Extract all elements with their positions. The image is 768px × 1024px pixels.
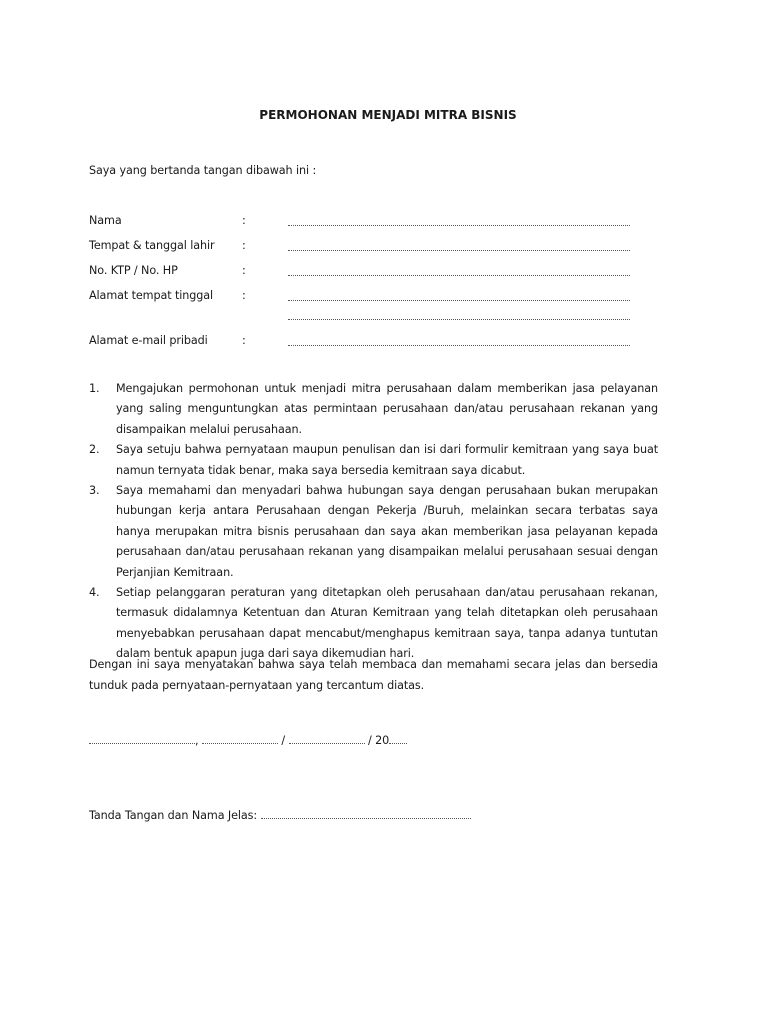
- alamat-tinggal-second-line[interactable]: [288, 319, 630, 320]
- field-label: Alamat e-mail pribadi: [89, 334, 208, 347]
- field-nama: [89, 214, 649, 230]
- clause-number: 1.: [89, 382, 100, 395]
- signature-label: Tanda Tangan dan Nama Jelas:: [89, 809, 258, 822]
- document-title: PERMOHONAN MENJADI MITRA BISNIS: [259, 108, 517, 122]
- clause-list: [89, 379, 658, 665]
- field-colon: :: [242, 289, 246, 302]
- field-label: Tempat & tanggal lahir: [89, 239, 215, 252]
- field-label: Alamat tempat tinggal: [89, 289, 214, 302]
- field-colon: :: [242, 334, 246, 347]
- place-date-line: [89, 733, 407, 749]
- date-separator: /: [281, 734, 286, 747]
- clause-item: [89, 583, 658, 665]
- alamat-tinggal-input-line[interactable]: [288, 300, 630, 301]
- field-colon: :: [242, 214, 246, 227]
- clause-item: [89, 440, 658, 481]
- clause-number: 4.: [89, 586, 100, 600]
- clause-text: Saya memahami dan menyadari bahwa hubungan saya dengan perusahaan bukan merupakan hubungan kerja antara Perusahaan dengan Pekerja /Buruh, melainkan secara terbatas saya hanya merupakan mitra bisnis perusahaan dan saya akan memberikan jasa pelayanan kepada perusahaan dan/atau perusahaan rekanan yang disampaikan melalui perusahaan sesuai dengan Perjanjian Kemitraan.: [116, 484, 658, 579]
- signature-line: [89, 808, 471, 822]
- field-label: No. KTP / No. HP: [89, 264, 178, 277]
- year-blank[interactable]: [389, 733, 407, 744]
- field-label: Nama: [89, 214, 122, 227]
- ktp-hp-input-line[interactable]: [288, 275, 630, 276]
- tempat-tanggal-lahir-input-line[interactable]: [288, 250, 630, 251]
- clause-text: Setiap pelanggaran peraturan yang ditetapkan oleh perusahaan dan/atau perusahaan rekanan, termasuk didalamnya Ketentuan dan Aturan Kemitraan yang telah ditetapkan oleh perusahaan menyebabkan perusahaan dapat mencabut/menghapus kemitraan saya, tanpa adanya tuntutan dalam bentuk apapun juga dari saya dikemudian hari.: [116, 586, 658, 661]
- field-colon: :: [242, 239, 246, 252]
- date-separator: ,: [195, 734, 199, 747]
- clause-item: [89, 481, 658, 583]
- clause-text: Mengajukan permohonan untuk menjadi mitra perusahaan dalam memberikan jasa pelayanan yang saling menguntungkan atas permintaan perusahaan dan/atau perusahaan rekanan yang disampaikan melalui perusahaan.: [116, 382, 658, 436]
- place-blank[interactable]: [89, 733, 195, 744]
- email-input-line[interactable]: [288, 345, 630, 346]
- signature-blank[interactable]: [261, 808, 471, 819]
- field-colon: :: [242, 264, 246, 277]
- year-prefix: 20: [375, 734, 390, 747]
- intro-text: Saya yang bertanda tangan dibawah ini :: [89, 164, 317, 177]
- date-separator: /: [368, 734, 372, 747]
- closing-statement: Dengan ini saya menyatakan bahwa saya telah membaca dan memahami secara jelas dan bersedia tunduk pada pernyataan-pernyataan yang tercantum diatas.: [89, 658, 658, 692]
- day-blank[interactable]: [202, 733, 278, 744]
- field-tempat-tanggal-lahir: [89, 239, 649, 255]
- clause-number: 2.: [89, 443, 100, 457]
- field-ktp-hp: [89, 264, 649, 280]
- nama-input-line[interactable]: [288, 225, 630, 226]
- clause-number: 3.: [89, 484, 100, 498]
- clause-text: Saya setuju bahwa pernyataan maupun penulisan dan isi dari formulir kemitraan yang saya buat namun ternyata tidak benar, maka saya bersedia kemitraan saya dicabut.: [116, 443, 658, 477]
- month-blank[interactable]: [289, 733, 365, 744]
- field-alamat-tinggal: [89, 289, 649, 305]
- clause-item: [89, 379, 658, 440]
- field-email: [89, 334, 649, 350]
